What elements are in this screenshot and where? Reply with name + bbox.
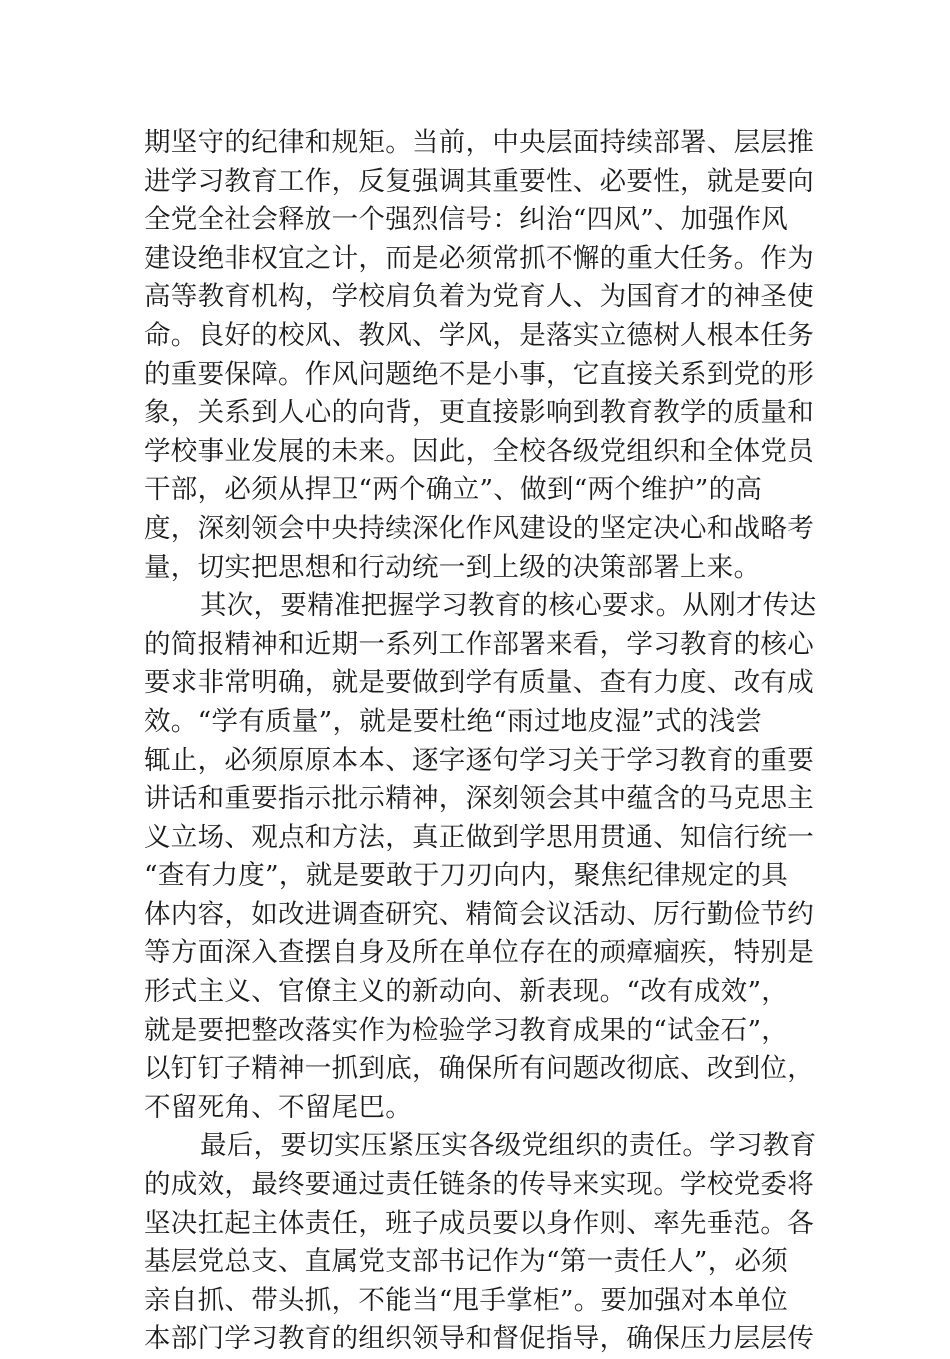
paragraph xyxy=(144,124,824,587)
text-line: 以钉钉子精神一抓到底，确保所有问题改彻底、改到位， xyxy=(144,1053,814,1085)
text-line: 干部，必须从捍卫“两个确立”、做到“两个维护”的高 xyxy=(144,474,763,506)
text-line: 全党全社会释放一个强烈信号：纠治“四风”、加强作风 xyxy=(144,204,789,236)
paragraph xyxy=(144,1127,824,1359)
text-line: 体内容，如改进调查研究、精简会议活动、厉行勤俭节约 xyxy=(144,898,814,930)
text-line: 义立场、观点和方法，真正做到学思用贯通、知信行统一 xyxy=(144,821,814,853)
text-line: 的简报精神和近期一系列工作部署来看，学习教育的核心 xyxy=(144,628,814,660)
text-line: 期坚守的纪律和规矩。当前，中央层面持续部署、层层推 xyxy=(144,127,814,158)
text-line: 基层党总支、直属党支部书记作为“第一责任人”，必须 xyxy=(144,1246,789,1278)
paragraph xyxy=(144,587,824,1127)
text-line: “查有力度”，就是要敢于刀刃向内，聚焦纪律规定的具 xyxy=(144,860,789,892)
text-line: 的重要保障。作风问题绝不是小事，它直接关系到党的形 xyxy=(144,358,814,390)
text-line: 要求非常明确，就是要做到学有质量、查有力度、改有成 xyxy=(144,667,814,699)
text-line: 就是要把整改落实作为检验学习教育成果的“试金石”， xyxy=(144,1014,789,1046)
text-line: 效。“学有质量”，就是要杜绝“雨过地皮湿”式的浅尝 xyxy=(144,705,763,737)
text-line: 量，切实把思想和行动统一到上级的决策部署上来。 xyxy=(144,551,761,583)
text-line: 其次，要精准把握学习教育的核心要求。从刚才传达 xyxy=(200,590,817,622)
text-line: 高等教育机构，学校肩负着为党育人、为国育才的神圣使 xyxy=(144,281,814,313)
text-line: 学校事业发展的未来。因此，全校各级党组织和全体党员 xyxy=(144,435,814,467)
text-line: 进学习教育工作，反复强调其重要性、必要性，就是要向 xyxy=(144,165,814,197)
text-line: 度，深刻领会中央持续深化作风建设的坚定决心和战略考 xyxy=(144,512,814,544)
text-line: 讲话和重要指示批示精神，深刻领会其中蕴含的马克思主 xyxy=(144,783,814,815)
text-line: 辄止，必须原原本本、逐字逐句学习关于学习教育的重要 xyxy=(144,744,814,776)
text-line: 形式主义、官僚主义的新动向、新表现。“改有成效”， xyxy=(144,976,789,1008)
text-line: 的成效，最终要通过责任链条的传导来实现。学校党委将 xyxy=(144,1169,814,1201)
text-line: 象，关系到人心的向背，更直接影响到教育教学的质量和 xyxy=(144,397,814,429)
text-line: 不留死角、不留尾巴。 xyxy=(144,1091,412,1123)
text-line: 坚决扛起主体责任，班子成员要以身作则、率先垂范。各 xyxy=(144,1207,814,1239)
text-line: 等方面深入查摆自身及所在单位存在的顽瘴痼疾，特别是 xyxy=(144,937,814,969)
text-line: 最后，要切实压紧压实各级党组织的责任。学习教育 xyxy=(200,1130,817,1162)
text-line: 亲自抓、带头抓，不能当“甩手掌柜”。要加强对本单位 xyxy=(144,1284,789,1316)
text-line: 命。良好的校风、教风、学风，是落实立德树人根本任务 xyxy=(144,319,814,351)
text-line: 建设绝非权宜之计，而是必须常抓不懈的重大任务。作为 xyxy=(144,242,814,274)
document-body xyxy=(144,124,824,1359)
text-line: 本部门学习教育的组织领导和督促指导，确保压力层层传 xyxy=(144,1323,814,1355)
